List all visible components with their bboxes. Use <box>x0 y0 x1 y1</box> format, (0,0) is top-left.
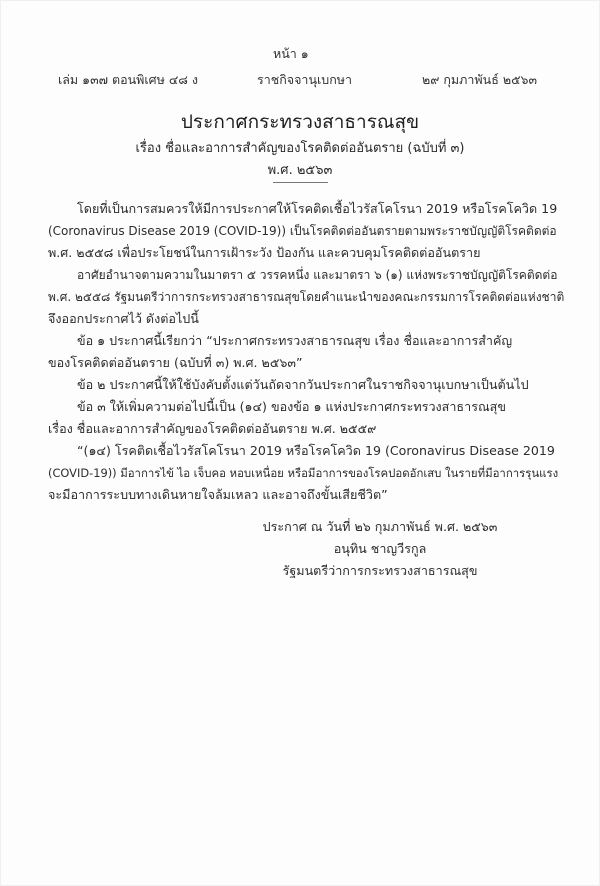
gazette-name: ราชกิจจานุเบกษา <box>257 72 353 87</box>
volume-info: เล่ม ๑๓๗ ตอนพิเศษ ๔๘ ง <box>58 72 199 87</box>
title-divider <box>273 182 328 183</box>
paragraph-1-line-2: (Coronavirus Disease 2019 (COVID-19)) เป็นโรคติดต่ออันตรายตามพระราชบัญญัติโรคติดต่อ <box>48 224 557 238</box>
paragraph-1-line-3: พ.ศ. ๒๕๕๘ เพื่อประโยชน์ในการเฝ้าระวัง ป้องกัน และควบคุมโรคติดต่ออันตราย <box>48 245 481 260</box>
page-number: หน้า ๑ <box>273 46 309 61</box>
paragraph-1-line-1: โดยที่เป็นการสมควรให้มีการประกาศให้โรคติดเชื้อไวรัสโคโรนา 2019 หรือโรคโควิด 19 <box>77 201 558 216</box>
publication-date: ๒๙ กุมภาพันธ์ ๒๕๖๓ <box>422 72 538 87</box>
paragraph-2-line-2: พ.ศ. ๒๕๕๘ รัฐมนตรีว่าการกระทรวงสาธารณสุขโดยคำแนะนำของคณะกรรมการโรคติดต่อแห่งชาติ <box>48 290 565 304</box>
clause-3-line-2: เรื่อง ชื่อและอาการสำคัญของโรคติดต่ออันตราย พ.ศ. ๒๕๕๙ <box>48 421 377 436</box>
clause-1-line-1: ข้อ ๑ ประกาศนี้เรียกว่า “ประกาศกระทรวงสาธารณสุข เรื่อง ชื่อและอาการสำคัญ <box>77 333 513 348</box>
clause-2: ข้อ ๒ ประกาศนี้ให้ใช้บังคับตั้งแต่วันถัดจากวันประกาศในราชกิจจานุเบกษาเป็นต้นไป <box>77 377 529 392</box>
signatory-position: รัฐมนตรีว่าการกระทรวงสาธารณสุข <box>282 563 478 578</box>
clause-3-line-1: ข้อ ๓ ให้เพิ่มความต่อไปนี้เป็น (๑๔) ของข้อ ๑ แห่งประกาศกระทรวงสาธารณสุข <box>77 399 506 414</box>
signatory-name: อนุทิน ชาญวีรกูล <box>333 541 427 556</box>
announcement-subject: เรื่อง ชื่อและอาการสำคัญของโรคติดต่ออันตราย (ฉบับที่ ๓) <box>135 141 465 156</box>
announcement-year: พ.ศ. ๒๕๖๓ <box>267 163 333 178</box>
quote-line-3: จะมีอาการระบบทางเดินหายใจล้มเหลว และอาจถึงขั้นเสียชีวิต” <box>48 487 388 502</box>
paragraph-2-line-3: จึงออกประกาศไว้ ดังต่อไปนี้ <box>48 311 199 326</box>
quote-line-2: (COVID-19)) มีอาการไข้ ไอ เจ็บคอ หอบเหนื่อย หรือมีอาการของโรคปอดอักเสบ ในรายที่มีอาการรุนแรง <box>48 466 559 480</box>
announcement-title: ประกาศกระทรวงสาธารณสุข <box>180 111 420 133</box>
quote-line-1: “(๑๔) โรคติดเชื้อไวรัสโคโรนา 2019 หรือโรคโควิด 19 (Coronavirus Disease 2019 <box>77 443 555 458</box>
paragraph-2-line-1: อาศัยอำนาจตามความในมาตรา ๕ วรรคหนึ่ง และมาตรา ๖ (๑) แห่งพระราชบัญญัติโรคติดต่อ <box>77 268 558 282</box>
announcement-date: ประกาศ ณ วันที่ ๒๖ กุมภาพันธ์ พ.ศ. ๒๕๖๓ <box>262 519 498 534</box>
clause-1-line-2: ของโรคติดต่ออันตราย (ฉบับที่ ๓) พ.ศ. ๒๕๖๓” <box>48 355 303 370</box>
